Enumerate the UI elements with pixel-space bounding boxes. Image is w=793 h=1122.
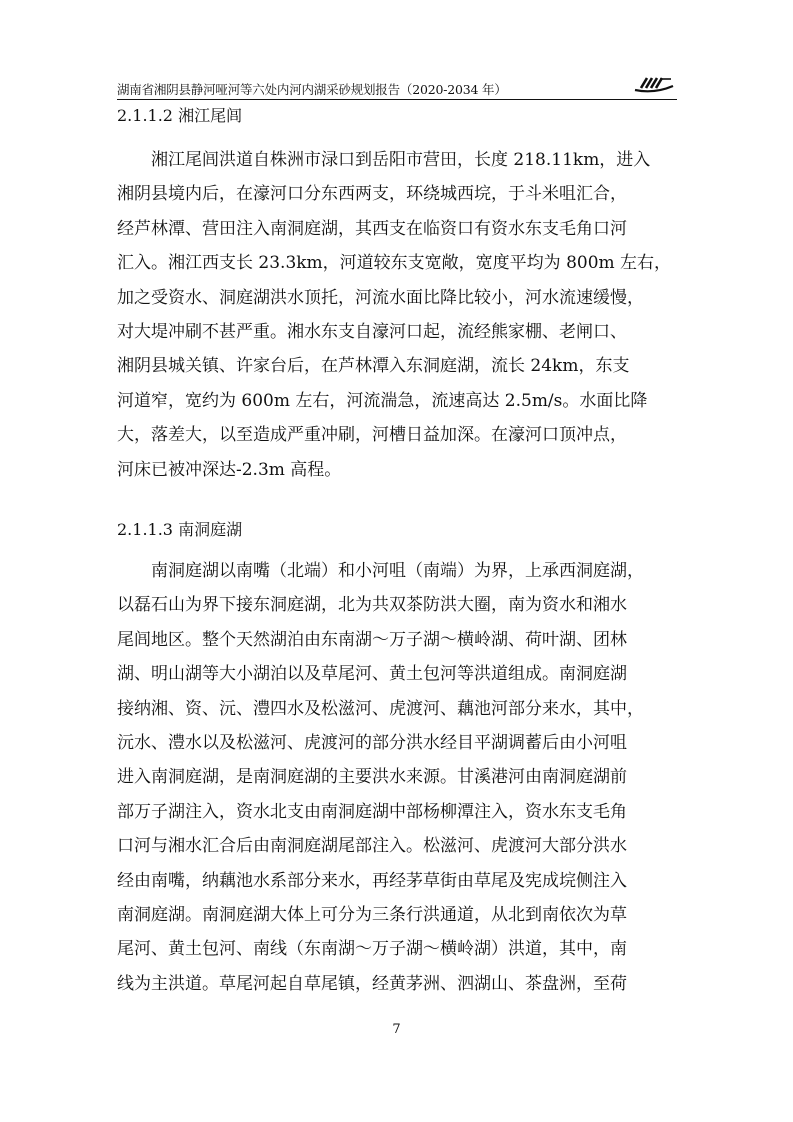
text-line: 汇入。湘江西支长 23.3km，河道较东支宽敞，宽度平均为 800m 左右， <box>117 253 672 274</box>
text-line: 河道窄，宽约为 600m 左右，河流湍急，流速高达 2.5m/s。水面比降 <box>117 390 648 411</box>
text-line: 线为主洪道。草尾河起自草尾镇，经黄茅洲、泗湖山、茶盘洲，至荷 <box>117 973 627 994</box>
page-number: 7 <box>392 1022 401 1037</box>
text-line: 接纳湘、资、沅、澧四水及松滋河、虎渡河、藕池河部分来水，其中， <box>117 698 644 719</box>
text-line: 沅水、澧水以及松滋河、虎渡河的部分洪水经目平湖调蓄后由小河咀 <box>117 732 627 753</box>
text-line: 南洞庭湖以南嘴（北端）和小河咀（南端）为界，上承西洞庭湖， <box>151 561 644 581</box>
text-line: 经芦林潭、营田注入南洞庭湖，其西支在临资口有资水东支毛角口河 <box>117 218 627 239</box>
section-heading-xiangjiang: 2.1.1.2 湘江尾闾 <box>117 106 243 125</box>
text-line: 湘阴县境内后，在濠河口分东西两支，环绕城西垸，于斗米咀汇合， <box>117 184 627 205</box>
paragraph-xiangjiang <box>117 143 677 487</box>
text-line: 口河与湘水汇合后由南洞庭湖尾部注入。松滋河、虎渡河大部分洪水 <box>117 836 627 857</box>
section-heading-south-dongting: 2.1.1.3 南洞庭湖 <box>117 520 243 539</box>
company-logo-icon <box>633 74 675 94</box>
text-line: 湖、明山湖等大小湖泊以及草尾河、黄土包河等洪道组成。南洞庭湖 <box>117 664 627 685</box>
header-divider <box>117 99 677 100</box>
text-line: 湘江尾闾洪道自株洲市渌口到岳阳市营田，长度 218.11km，进入 <box>151 150 651 170</box>
text-line: 大，落差大，以至造成严重冲刷，河槽日益加深。在濠河口顶冲点， <box>117 425 627 446</box>
text-line: 尾闾地区。整个天然湖泊由东南湖～万子湖～横岭湖、荷叶湖、团林 <box>117 629 627 650</box>
page-header <box>117 80 677 100</box>
header-title: 湖南省湘阴县静河哑河等六处内河内湖采砂规划报告（2020-2034 年） <box>117 82 507 97</box>
text-line: 进入南洞庭湖，是南洞庭湖的主要洪水来源。甘溪港河由南洞庭湖前 <box>117 767 627 788</box>
text-line: 加之受资水、洞庭湖洪水顶托，河流水面比降比较小，河水流速缓慢， <box>117 287 644 308</box>
text-line: 尾河、黄土包河、南线（东南湖～万子湖～横岭湖）洪道，其中，南 <box>117 939 627 960</box>
text-line: 部万子湖注入，资水北支由南洞庭湖中部杨柳潭注入，资水东支毛角 <box>117 801 627 822</box>
text-line: 以磊石山为界下接东洞庭湖，北为共双茶防洪大圈，南为资水和湘水 <box>117 595 627 616</box>
text-line: 经由南嘴，纳藕池水系部分来水，再经茅草街由草尾及宪成垸侧注入 <box>117 870 627 891</box>
text-line: 南洞庭湖。南洞庭湖大体上可分为三条行洪通道，从北到南依次为草 <box>117 904 627 925</box>
paragraph-south-dongting <box>117 554 677 1001</box>
text-line: 河床已被冲深达-2.3m 高程。 <box>117 459 342 480</box>
text-line: 湘阴县城关镇、许家台后，在芦林潭入东洞庭湖，流长 24km，东支 <box>117 356 630 377</box>
text-line: 对大堤冲刷不甚严重。湘水东支自濠河口起，流经熊家棚、老闸口、 <box>117 321 627 342</box>
